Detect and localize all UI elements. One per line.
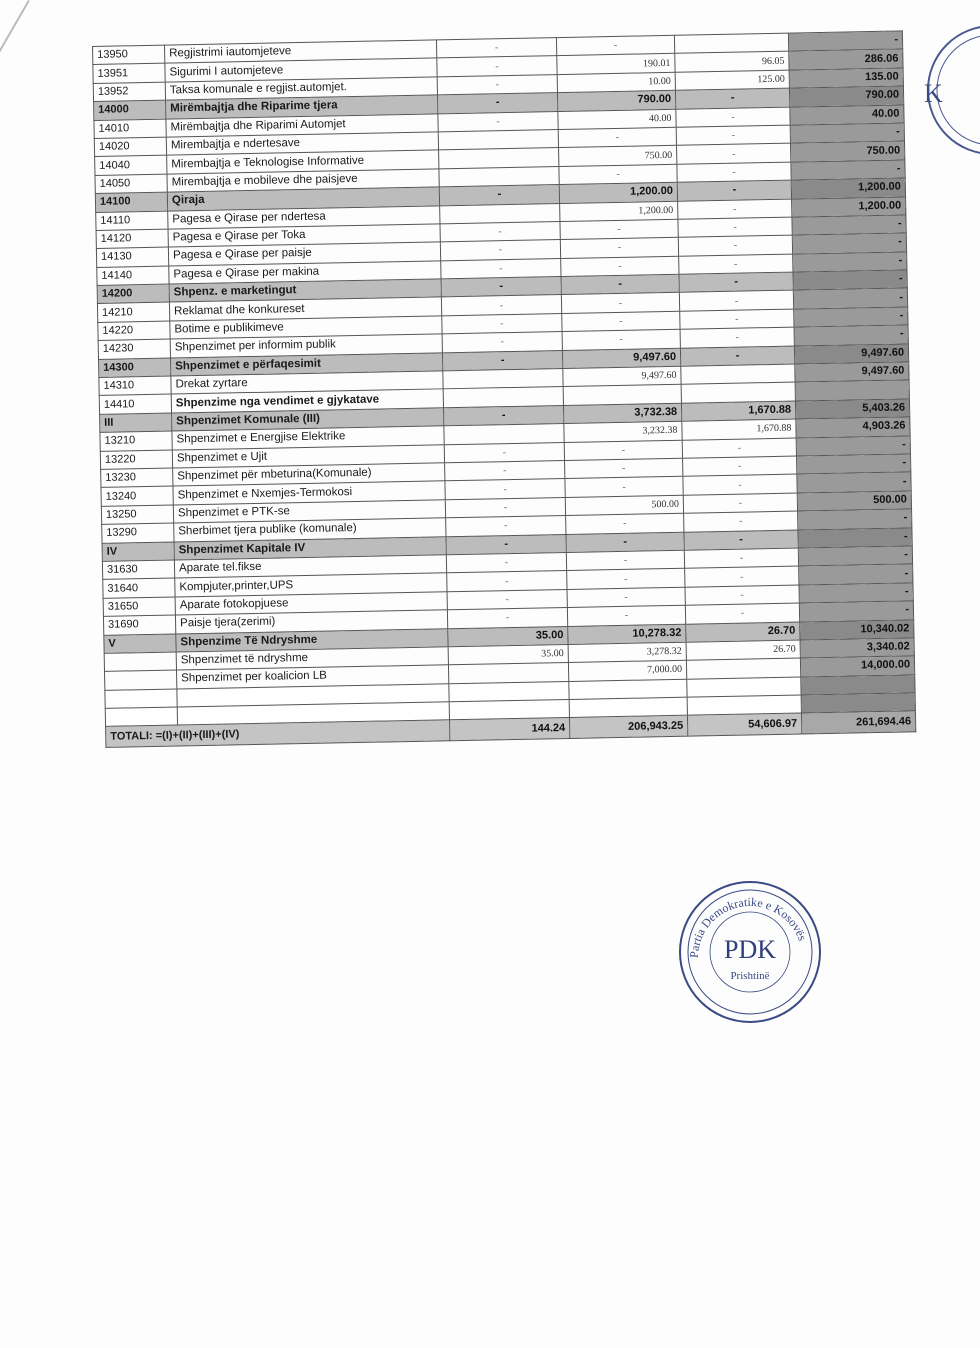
row-total: 40.00 — [790, 104, 904, 125]
row-value-v2: - — [561, 274, 679, 295]
row-code: III — [100, 413, 172, 433]
row-value-v1: 35.00 — [448, 626, 568, 647]
row-value-v2: 500.00 — [565, 495, 683, 516]
row-value-v1: - — [446, 552, 566, 573]
row-value-v2: - — [556, 35, 674, 56]
row-value-v2: 40.00 — [558, 109, 676, 130]
row-value-v1: - — [446, 534, 566, 555]
row-value-v2: 1,200.00 — [560, 201, 678, 222]
row-code: 13950 — [93, 45, 165, 65]
row-name: Regjistrimi iautomjeteve — [164, 40, 436, 64]
row-name: Shpenzime nga vendimet e gjykatave — [171, 389, 443, 413]
row-value-v3: 26.70 — [686, 640, 800, 661]
row-name: Pagesa e Qirase per makina — [169, 261, 441, 285]
row-code: 14050 — [95, 174, 167, 194]
row-code: 14000 — [94, 100, 166, 120]
row-value-v3: - — [683, 474, 797, 495]
row-value-v2: - — [567, 569, 685, 590]
row-value-v1: - — [445, 460, 565, 481]
row-value-v2 — [569, 679, 687, 700]
row-name: Aparate fotokopjuese — [175, 592, 447, 616]
row-name: Mirembajtja e Teknologise Informative — [167, 150, 439, 174]
budget-table — [92, 30, 916, 748]
row-value-v3: - — [685, 566, 799, 587]
row-value-v3 — [687, 677, 801, 698]
row-total: - — [796, 435, 910, 456]
row-name: Mirëmbajtja dhe Riparimi Automjet — [166, 113, 438, 137]
row-name: Shpenzimet e përfaqesimit — [170, 352, 442, 376]
row-total — [801, 693, 915, 714]
pdk-stamp-icon — [676, 878, 824, 1026]
row-value-v2: - — [559, 164, 677, 185]
row-value-v3: 125.00 — [675, 70, 789, 91]
row-name: Shpenzimet për mbeturina(Komunale) — [173, 463, 445, 487]
row-value-v3 — [681, 382, 795, 403]
row-value-v1: - — [437, 56, 557, 77]
row-value-v1: - — [444, 442, 564, 463]
row-code: 14040 — [95, 155, 167, 175]
total-value-v2: 206,943.25 — [569, 716, 687, 739]
row-total: - — [792, 233, 906, 254]
row-value-v2: 9,497.60 — [563, 366, 681, 387]
row-value-v3: - — [677, 162, 791, 183]
row-value-v3: - — [678, 217, 792, 238]
row-value-v1 — [440, 203, 560, 224]
row-total: - — [799, 564, 913, 585]
row-total: - — [798, 527, 912, 548]
row-value-v1: - — [445, 497, 565, 518]
row-value-v3 — [681, 364, 795, 385]
row-value-v3 — [674, 33, 788, 54]
row-code — [105, 689, 177, 709]
row-code: 31630 — [102, 560, 174, 580]
row-name: Mirëmbajtja dhe Riparime tjera — [166, 95, 438, 119]
row-value-v2: 10,278.32 — [568, 624, 686, 645]
row-name: Shpenzimet per informim publik — [170, 334, 442, 358]
row-code: 14130 — [96, 247, 168, 267]
row-value-v1 — [439, 148, 559, 169]
row-name: Pagesa e Qirase per Toka — [168, 224, 440, 248]
row-value-v3: - — [685, 603, 799, 624]
row-value-v1: - — [444, 405, 564, 426]
row-total: 135.00 — [789, 68, 903, 89]
total-value-v1: 144.24 — [450, 718, 570, 741]
row-value-v1: - — [441, 258, 561, 279]
row-name: Drekat zyrtare — [171, 371, 443, 395]
row-code: 14200 — [97, 284, 169, 304]
row-name: Sherbimet tjera publike (komunale) — [174, 518, 446, 542]
row-value-v2: - — [566, 550, 684, 571]
row-value-v2: 790.00 — [557, 90, 675, 111]
row-value-v1: - — [439, 185, 559, 206]
row-total: - — [794, 325, 908, 346]
row-value-v3: - — [679, 254, 793, 275]
row-value-v3: - — [678, 199, 792, 220]
row-value-v2: - — [561, 256, 679, 277]
row-name: Qiraja — [167, 187, 439, 211]
row-code: 31690 — [103, 615, 175, 635]
row-value-v2: - — [567, 605, 685, 626]
row-code — [105, 670, 177, 690]
row-name: Paisje tjera(zerimi) — [175, 610, 447, 634]
row-code: 14020 — [94, 137, 166, 157]
budget-table-container — [92, 30, 916, 777]
row-value-v3: - — [685, 585, 799, 606]
row-name: Mirembajtja e ndertesave — [166, 132, 438, 156]
scan-edge-line — [0, 0, 30, 209]
row-value-v1: - — [438, 111, 558, 132]
row-code — [104, 652, 176, 672]
row-value-v1: - — [440, 240, 560, 261]
row-name: Shpenzimet Komunale (III) — [172, 408, 444, 432]
row-value-v3: 1,670.88 — [681, 401, 795, 422]
row-name: Reklamat dhe konkureset — [169, 297, 441, 321]
row-value-v2: - — [567, 587, 685, 608]
row-value-v3: - — [677, 180, 791, 201]
row-total: - — [799, 601, 913, 622]
total-value-v3: 54,606.97 — [687, 713, 801, 736]
row-value-v1: - — [441, 295, 561, 316]
row-name: Pagesa e Qirase per ndertesa — [168, 205, 440, 229]
row-code: 14120 — [96, 229, 168, 249]
row-total: 5,403.26 — [795, 399, 909, 420]
row-value-v2: 750.00 — [559, 146, 677, 167]
row-value-v1: - — [442, 350, 562, 371]
total-label: TOTALI: =(I)+(II)+(III)+(IV) — [106, 720, 450, 748]
row-total: 750.00 — [790, 141, 904, 162]
row-code: V — [104, 633, 176, 653]
row-total: 286.06 — [789, 49, 903, 70]
row-code: 13210 — [100, 431, 172, 451]
row-value-v3: - — [679, 291, 793, 312]
row-total: - — [793, 288, 907, 309]
row-value-v2: - — [565, 477, 683, 498]
row-total: 500.00 — [797, 491, 911, 512]
row-value-v2: - — [566, 532, 684, 553]
row-value-v3: - — [675, 88, 789, 109]
row-value-v1 — [443, 387, 563, 408]
row-code: 14300 — [99, 358, 171, 378]
row-value-v2: - — [564, 440, 682, 461]
row-total: 10,340.02 — [800, 619, 914, 640]
row-value-v1: - — [438, 93, 558, 114]
row-value-v2: - — [560, 219, 678, 240]
row-value-v2: 7,000.00 — [568, 660, 686, 681]
row-code — [105, 707, 177, 727]
row-code: 14140 — [97, 266, 169, 286]
row-value-v2: 3,732.38 — [563, 403, 681, 424]
row-code: 14310 — [99, 376, 171, 396]
row-total: - — [793, 252, 907, 273]
row-total: - — [788, 31, 902, 52]
row-value-v3 — [686, 658, 800, 679]
row-value-v3: - — [677, 143, 791, 164]
row-value-v2: - — [558, 127, 676, 148]
row-value-v2: - — [561, 293, 679, 314]
row-code: 13290 — [102, 523, 174, 543]
row-total: - — [792, 215, 906, 236]
row-value-v3: - — [680, 309, 794, 330]
row-value-v2: - — [566, 513, 684, 534]
row-value-v3: 1,670.88 — [682, 419, 796, 440]
row-value-v1: - — [442, 332, 562, 353]
row-total: 3,340.02 — [800, 638, 914, 659]
row-name: Shpenz. e marketingut — [169, 279, 441, 303]
row-value-v1: - — [436, 38, 556, 59]
row-total: 14,000.00 — [800, 656, 914, 677]
row-total: - — [794, 307, 908, 328]
row-code: IV — [102, 542, 174, 562]
row-value-v2: 9,497.60 — [562, 348, 680, 369]
row-code: 14220 — [98, 321, 170, 341]
row-value-v1: 35.00 — [448, 644, 568, 665]
row-value-v3: - — [678, 235, 792, 256]
row-value-v3: - — [684, 511, 798, 532]
row-value-v2: 190.01 — [557, 54, 675, 75]
row-value-v1 — [443, 369, 563, 390]
row-name: Shpenzimet të ndryshme — [176, 647, 448, 671]
row-value-v1: - — [442, 313, 562, 334]
row-name: Shpenzimet e Energjise Elektrike — [172, 426, 444, 450]
row-total: - — [798, 546, 912, 567]
row-value-v2 — [563, 385, 681, 406]
row-value-v3: 96.05 — [675, 52, 789, 73]
row-value-v1: - — [447, 589, 567, 610]
row-value-v1: - — [446, 516, 566, 537]
row-code: 14110 — [96, 211, 168, 231]
row-total: - — [790, 123, 904, 144]
row-total: 4,903.26 — [796, 417, 910, 438]
row-value-v1 — [438, 130, 558, 151]
row-total: 1,200.00 — [791, 178, 905, 199]
row-value-v3: - — [683, 456, 797, 477]
row-value-v3: - — [684, 530, 798, 551]
row-value-v2 — [569, 697, 687, 718]
row-value-v1 — [449, 700, 569, 721]
row-code: 14010 — [94, 119, 166, 139]
row-total: - — [797, 472, 911, 493]
row-name: Shpenzimet e Ujit — [172, 444, 444, 468]
budget-table-body — [93, 31, 916, 748]
grand-total: 261,694.46 — [801, 711, 915, 734]
row-value-v2: 10.00 — [557, 72, 675, 93]
row-value-v1: - — [447, 571, 567, 592]
row-total: - — [799, 583, 913, 604]
row-code: 13250 — [101, 505, 173, 525]
row-value-v3: - — [676, 125, 790, 146]
row-value-v1: - — [441, 277, 561, 298]
row-code: 13951 — [93, 63, 165, 83]
row-value-v2: 1,200.00 — [559, 182, 677, 203]
row-total: 9,497.60 — [794, 344, 908, 365]
stamp-city: Prishtinë — [730, 970, 770, 982]
row-total — [795, 380, 909, 401]
row-value-v3: - — [676, 107, 790, 128]
row-value-v2: - — [562, 330, 680, 351]
row-value-v1 — [444, 424, 564, 445]
row-value-v1: - — [447, 608, 567, 629]
row-value-v2: 3,278.32 — [568, 642, 686, 663]
row-value-v3: - — [680, 346, 794, 367]
row-total: - — [798, 509, 912, 530]
row-value-v3: - — [682, 438, 796, 459]
row-value-v2: - — [565, 458, 683, 479]
row-value-v2: - — [562, 311, 680, 332]
row-value-v1: - — [445, 479, 565, 500]
row-name: Mirembajtja e mobileve dhe paisjeve — [167, 169, 439, 193]
row-total: 9,497.60 — [795, 362, 909, 383]
row-name: Botime e publikimeve — [170, 316, 442, 340]
row-code: 13230 — [101, 468, 173, 488]
row-total: - — [797, 454, 911, 475]
row-value-v3: - — [683, 493, 797, 514]
row-total: 790.00 — [789, 86, 903, 107]
row-value-v2: - — [560, 238, 678, 259]
row-code: 13220 — [100, 450, 172, 470]
row-name: Kompjuter,printer,UPS — [175, 573, 447, 597]
row-code: 14210 — [97, 303, 169, 323]
row-name: Pagesa e Qirase per paisje — [168, 242, 440, 266]
row-value-v3 — [687, 695, 801, 716]
row-name: Shpenzimet e PTK-se — [173, 500, 445, 524]
stamp-abbr: PDK — [723, 935, 777, 964]
row-value-v1 — [448, 663, 568, 684]
row-code: 14100 — [95, 192, 167, 212]
row-total: - — [791, 160, 905, 181]
row-value-v1 — [439, 166, 559, 187]
row-name: Shpenzime Të Ndryshme — [176, 628, 448, 652]
row-total — [801, 674, 915, 695]
partial-stamp-icon — [912, 12, 980, 172]
row-name: Shpenzimet per koalicion LB — [177, 665, 449, 689]
row-value-v3: 26.70 — [686, 622, 800, 643]
row-value-v1: - — [437, 74, 557, 95]
row-name: Taksa komunale e regjist.automjet. — [165, 77, 437, 101]
row-code: 14410 — [99, 394, 171, 414]
row-code: 14230 — [98, 339, 170, 359]
row-value-v1 — [449, 681, 569, 702]
row-name: Shpenzimet Kapitale IV — [174, 536, 446, 560]
row-code: 31650 — [103, 597, 175, 617]
row-name: Shpenzimet e Nxemjes-Termokosi — [173, 481, 445, 505]
row-code: 13952 — [93, 82, 165, 102]
row-value-v1: - — [440, 221, 560, 242]
row-value-v2: 3,232.38 — [564, 421, 682, 442]
row-value-v3: - — [684, 548, 798, 569]
stamp-arc-text: Partia Demokratike e Kosovës — [686, 894, 810, 959]
corner-stamp-letter: K — [924, 79, 943, 108]
row-name: Aparate tel.fikse — [174, 555, 446, 579]
row-code: 13240 — [101, 486, 173, 506]
row-code: 31640 — [103, 578, 175, 598]
row-total: - — [793, 270, 907, 291]
row-name: Sigurimi I automjeteve — [165, 58, 437, 82]
row-value-v3: - — [680, 327, 794, 348]
row-value-v3: - — [679, 272, 793, 293]
row-total: 1,200.00 — [792, 196, 906, 217]
